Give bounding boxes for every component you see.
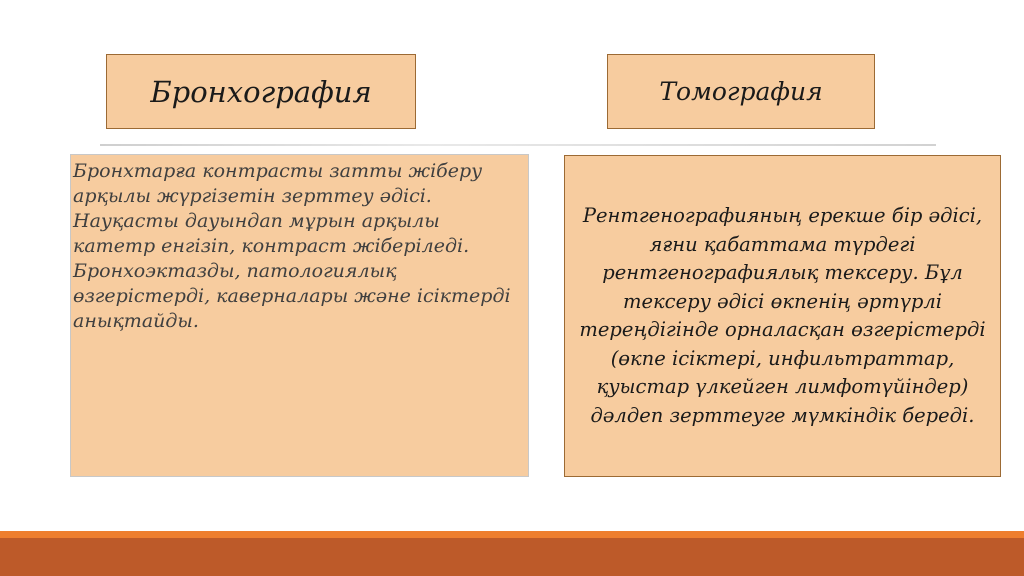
left-title-box xyxy=(106,54,416,129)
left-title: Бронхография xyxy=(150,74,372,109)
divider-line xyxy=(100,144,936,146)
right-body-text: Рентгенографияның ерекше бір әдісі, яғни қабаттама түрдегі рентгенографиялық тексеру. Бұл тексеру әдісі өкпенің әртүрлі тереңдігінде орналасқан өзгерістерді (өкпе ісіктері, инфильтраттар, қуыстар үлкейген лимфотүйіндер) дәлдеп зерттеуге мүмкіндік береді. xyxy=(579,204,986,427)
footer-bar xyxy=(0,538,1024,576)
right-title-box xyxy=(607,54,875,129)
footer-accent-stripe xyxy=(0,531,1024,538)
left-body-text: Бронхтарға контрасты затты жіберу арқылы жүргізетін зерттеу әдісі. Науқасты дауындап мұрын арқылы катетр енгізіп, контраст жіберіледі. Бронхоэктазды, патологиялық өзгерістерді, каверналары және ісіктерді анықтайды. xyxy=(73,160,511,332)
left-body-box xyxy=(70,154,529,477)
right-title: Томография xyxy=(659,77,823,106)
right-body-box xyxy=(564,155,1001,477)
